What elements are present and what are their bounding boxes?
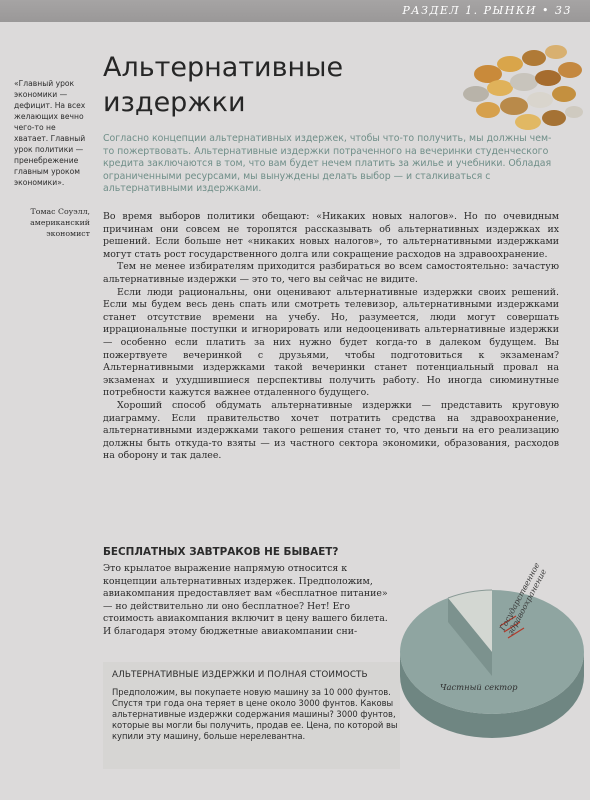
- coins-image: [458, 36, 584, 136]
- pie-label-private: Частный сектор: [440, 682, 518, 692]
- info-box-title: АЛЬТЕРНАТИВНЫЕ ИЗДЕРЖКИ И ПОЛНАЯ СТОИМОСТЬ: [112, 670, 368, 680]
- quote-author: Томас Соуэлл, американский экономист: [30, 207, 90, 238]
- section-paragraph: Это крылатое выражение напрямую относится к концепции альтернативных издержек. Предположим, авиакомпания предоставляет вам «бесплатное питание» — но действительно ли оно бесплатное? Нет! Его стоимость авиакомпания включит в цену вашего билета. И благодаря этому бюджетные авиакомпании сни-: [103, 563, 388, 637]
- body-paragraph: Тем не менее избирателям приходится разбираться во всем самостоятельно: зачастую альтернативные издержки — это то, чего вы сейчас не видите.: [103, 261, 559, 285]
- body-paragraph: Во время выборов политики обещают: «Никаких новых налогов». Но по очевидным причинам они совсем не торопятся рассказывать об альтернативных издержках их решений. Если больше нет «никаких новых налогов», то альтернативными издержками могут стать рост государственного долга или сокращение расходов на здравоохранение.: [103, 211, 559, 260]
- lead-paragraph: Согласно концепции альтернативных издержек, чтобы что-то получить, мы должны чем-то пожертвовать. Альтернативные издержки потраченного на вечеринки студенческого кредита заключаются в том, что вам будет нечем платить за жилье и учебники. Обладая ограниченными ресурсами, мы вынуждены делать выбор — и сталкиваться с альтернативными издержками.: [103, 133, 552, 195]
- body-text: [103, 211, 559, 463]
- running-header: РАЗДЕЛ 1. РЫНКИ • 33: [402, 4, 572, 17]
- sidebar-quote: «Главный урок экономики — дефицит. На всех желающих вечно чего-то не хватает. Главный урок политики — пренебрежение главным уроком экономики».: [14, 79, 86, 187]
- pie-label-government: Государственное здравоохранение: [498, 561, 549, 637]
- pie-chart-illustration: [392, 534, 590, 752]
- info-box-text: Предположим, вы покупаете новую машину за 10 000 фунтов. Спустя три года она теряет в цене около 3000 фунтов. Каковы альтернативные издержки содержания машины? 3000 фунтов, которые вы могли бы получить, продав ее. Цена, по которой вы купили эту машину, больше нерелевантна.: [112, 687, 398, 741]
- page-header: [0, 0, 590, 22]
- section-subheading: БЕСПЛАТНЫХ ЗАВТРАКОВ НЕ БЫВАЕТ?: [103, 546, 339, 558]
- body-paragraph: Если люди рациональны, они оценивают альтернативные издержки своих решений. Если мы будем весь день спать или смотреть телевизор, альтернативными издержками станет отсутствие времени на учебу. Но, разумеется, люди могут совершать иррациональные поступки и игнорировать или недооценивать альтернативные издержки — особенно если платить за них нужно будет когда-то в далеком будущем. Вы пожертвуете вечеринкой с друзьями, чтобы подготовиться к экзаменам? Альтернативными издержками такой вечеринки станет потенциальный провал на экзаменах и ухудшившиеся перспективы получить работу. Но иногда сиюминутные потребности кажутся важнее отдаленного будущего.: [103, 286, 559, 399]
- body-paragraph: Хороший способ обдумать альтернативные издержки — представить круговую диаграмму. Если правительство хочет потратить средства на здравоохранение, альтернативными издержками такого решения станет то, что деньги на его реализацию должны быть откуда-то взяты — из частного сектора экономики, образования, расходов на оборону и так далее.: [103, 399, 559, 462]
- page-title: Альтернативные издержки: [103, 52, 344, 118]
